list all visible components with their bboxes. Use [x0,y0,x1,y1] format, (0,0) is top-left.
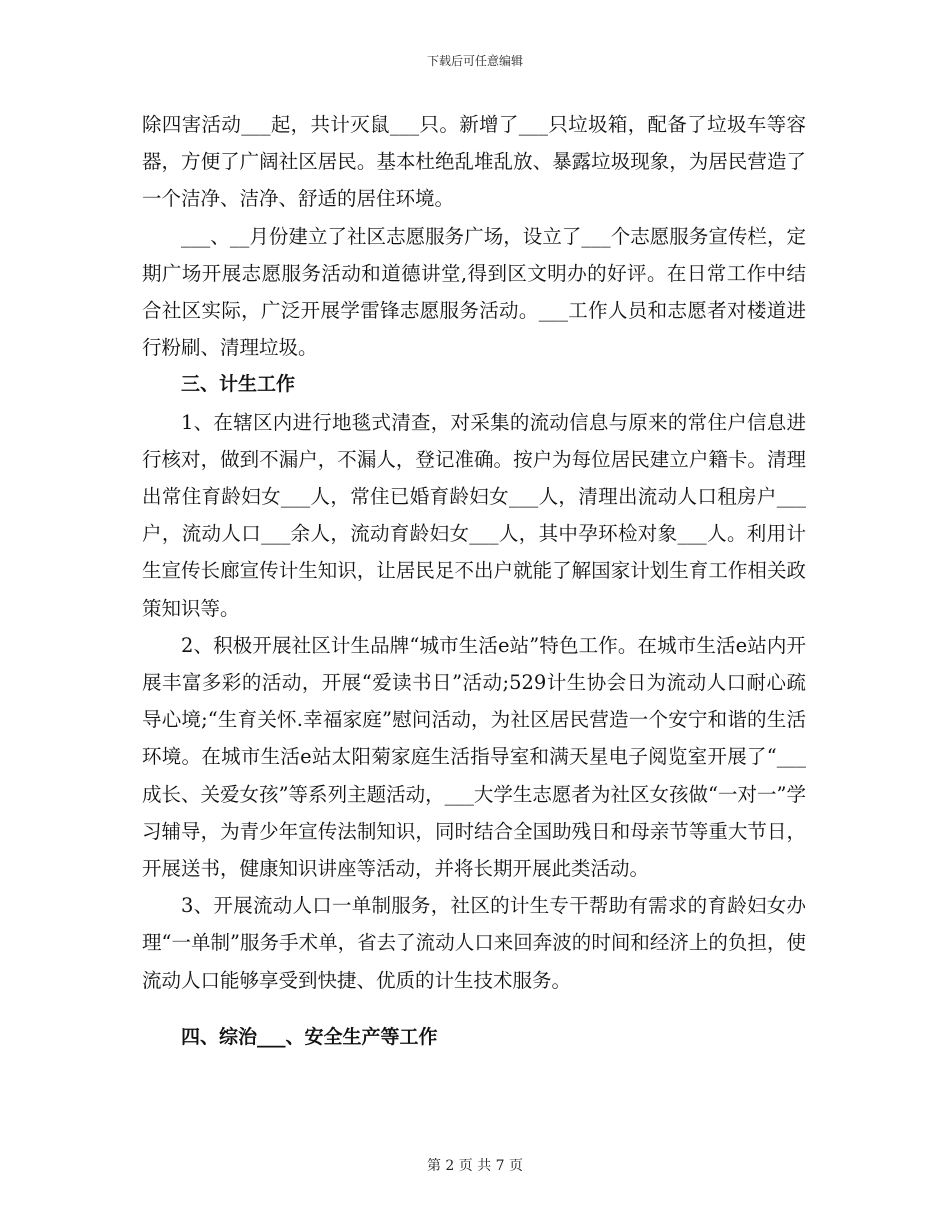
paragraph-volunteer-service: ___、__月份建立了社区志愿服务广场，设立了___个志愿服务宣传栏，定期广场开展志愿服务活动和道德讲堂,得到区文明办的好评。在日常工作中结合社区实际，广泛开展学雷锋志愿服务活动。___工作人员和志愿者对楼道进行粉刷、清理垃圾。 [142,224,806,360]
section-heading-family-planning: 三、计生工作 [181,373,296,396]
page-header: 下载后可任意编辑 [426,54,523,68]
paragraph-city-life-station: 2、积极开展社区计生品牌“城市生活e站”特色工作。在城市生活e站内开展丰富多彩的活动，开展“爱读书日”活动;529计生协会日为流动人口耐心疏导心境;“生育关怀.幸福家庭”慰问活动，为社区居民营造一个安宁和谐的生活环境。在城市生活e站太阳菊家庭生活指导室和满天星电子阅览室开展了“___成长、关爱女孩”等系列主题活动，___大学生志愿者为社区女孩做“一对一”学习辅导，为青少年宣传法制知识，同时结合全国助残日和母亲节等重大节日，开展送书，健康知识讲座等活动，并将长期开展此类活动。 [142,633,806,881]
document-body [142,106,806,1056]
paragraph-single-form-service: 3、开展流动人口一单制服务，社区的计生专干帮助有需求的育龄妇女办理“一单制”服务手术单，省去了流动人口来回奔波的时间和经济上的负担，使流动人口能够享受到快捷、优质的计生技术服务。 [142,894,806,992]
page-number: 第 2 页 共 7 页 [426,1158,524,1174]
paragraph-household-survey: 1、在辖区内进行地毯式清查，对采集的流动信息与原来的常住户信息进行核对，做到不漏户，不漏人，登记准确。按户为每位居民建立户籍卡。清理出常住育龄妇女___人，常住已婚育龄妇女___人，清理出流动人口租房户___户，流动人口___余人，流动育龄妇女___人，其中孕环检对象___人。利用计生宣传长廊宣传计生知识，让居民足不出户就能了解国家计划生育工作相关政策知识等。 [142,410,806,620]
section-heading-safety: 四、综治___、安全生产等工作 [181,1025,438,1048]
paragraph-sanitation: 除四害活动___起，共计灭鼠___只。新增了___只垃圾箱，配备了垃圾车等容器，方便了广阔社区居民。基本杜绝乱堆乱放、暴露垃圾现象，为居民营造了一个洁净、洁净、舒适的居住环境。 [142,113,806,211]
